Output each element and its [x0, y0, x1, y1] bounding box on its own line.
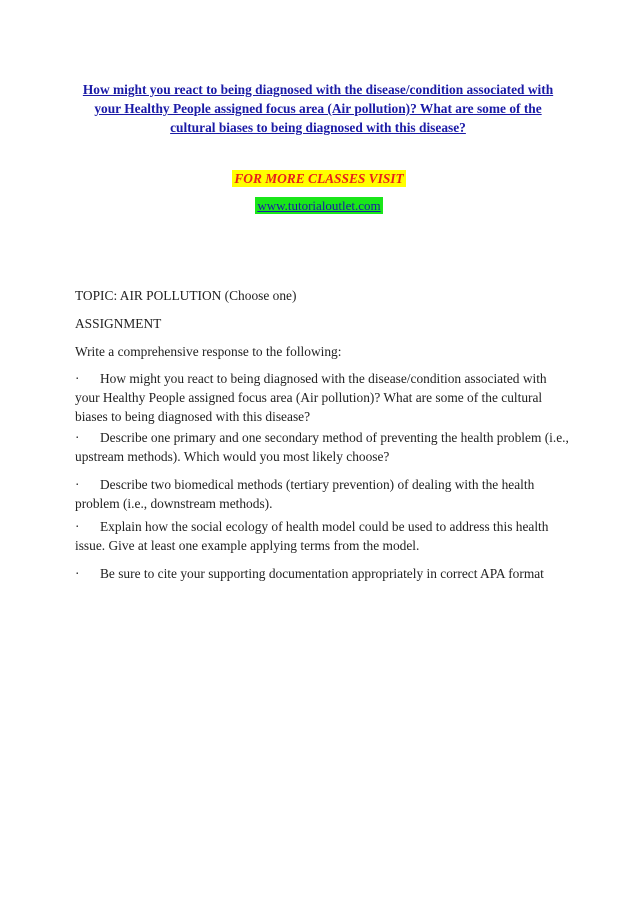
promo-url-line [0, 197, 638, 215]
list-item-text: Explain how the social ecology of health model could be used to address this health issue. Give at least one example applying terms from the model. [75, 519, 549, 553]
bullet-icon: · [75, 371, 80, 386]
topic-line: TOPIC: AIR POLLUTION (Choose one) [75, 288, 297, 303]
bullet-icon: · [75, 477, 80, 492]
assignment-heading: ASSIGNMENT [75, 316, 162, 331]
list-item-text: How might you react to being diagnosed with the disease/condition associated with your Healthy People assigned focus area (Air pollution)? What are some of the cultural biases to being diagnosed with this disease? [75, 371, 547, 424]
list-item [75, 517, 571, 555]
list-item [75, 369, 571, 426]
list-item-text: Describe one primary and one secondary method of preventing the health problem (i.e., upstream methods). Which would you most likely choose? [75, 430, 569, 464]
promo-banner [0, 170, 638, 188]
assignment-intro: Write a comprehensive response to the following: [75, 344, 342, 359]
list-item-text: Be sure to cite your supporting documentation appropriately in correct APA format [100, 566, 544, 581]
promo-url-link[interactable]: www.tutorialoutlet.com [257, 198, 381, 213]
list-item [75, 564, 571, 583]
bullet-icon: · [75, 566, 80, 581]
list-item [75, 428, 571, 466]
list-item [75, 475, 571, 513]
document-title-link[interactable]: How might you react to being diagnosed with the disease/condition associated with your Healthy People assigned focus area (Air pollution)? What are some of the cultural biases to being diagnosed with this disease? [82, 82, 554, 135]
bullet-icon: · [75, 430, 80, 445]
bullet-icon: · [75, 519, 80, 534]
list-item-text: Describe two biomedical methods (tertiary prevention) of dealing with the health problem (i.e., downstream methods). [75, 477, 535, 511]
promo-text: FOR MORE CLASSES VISIT [234, 171, 404, 186]
